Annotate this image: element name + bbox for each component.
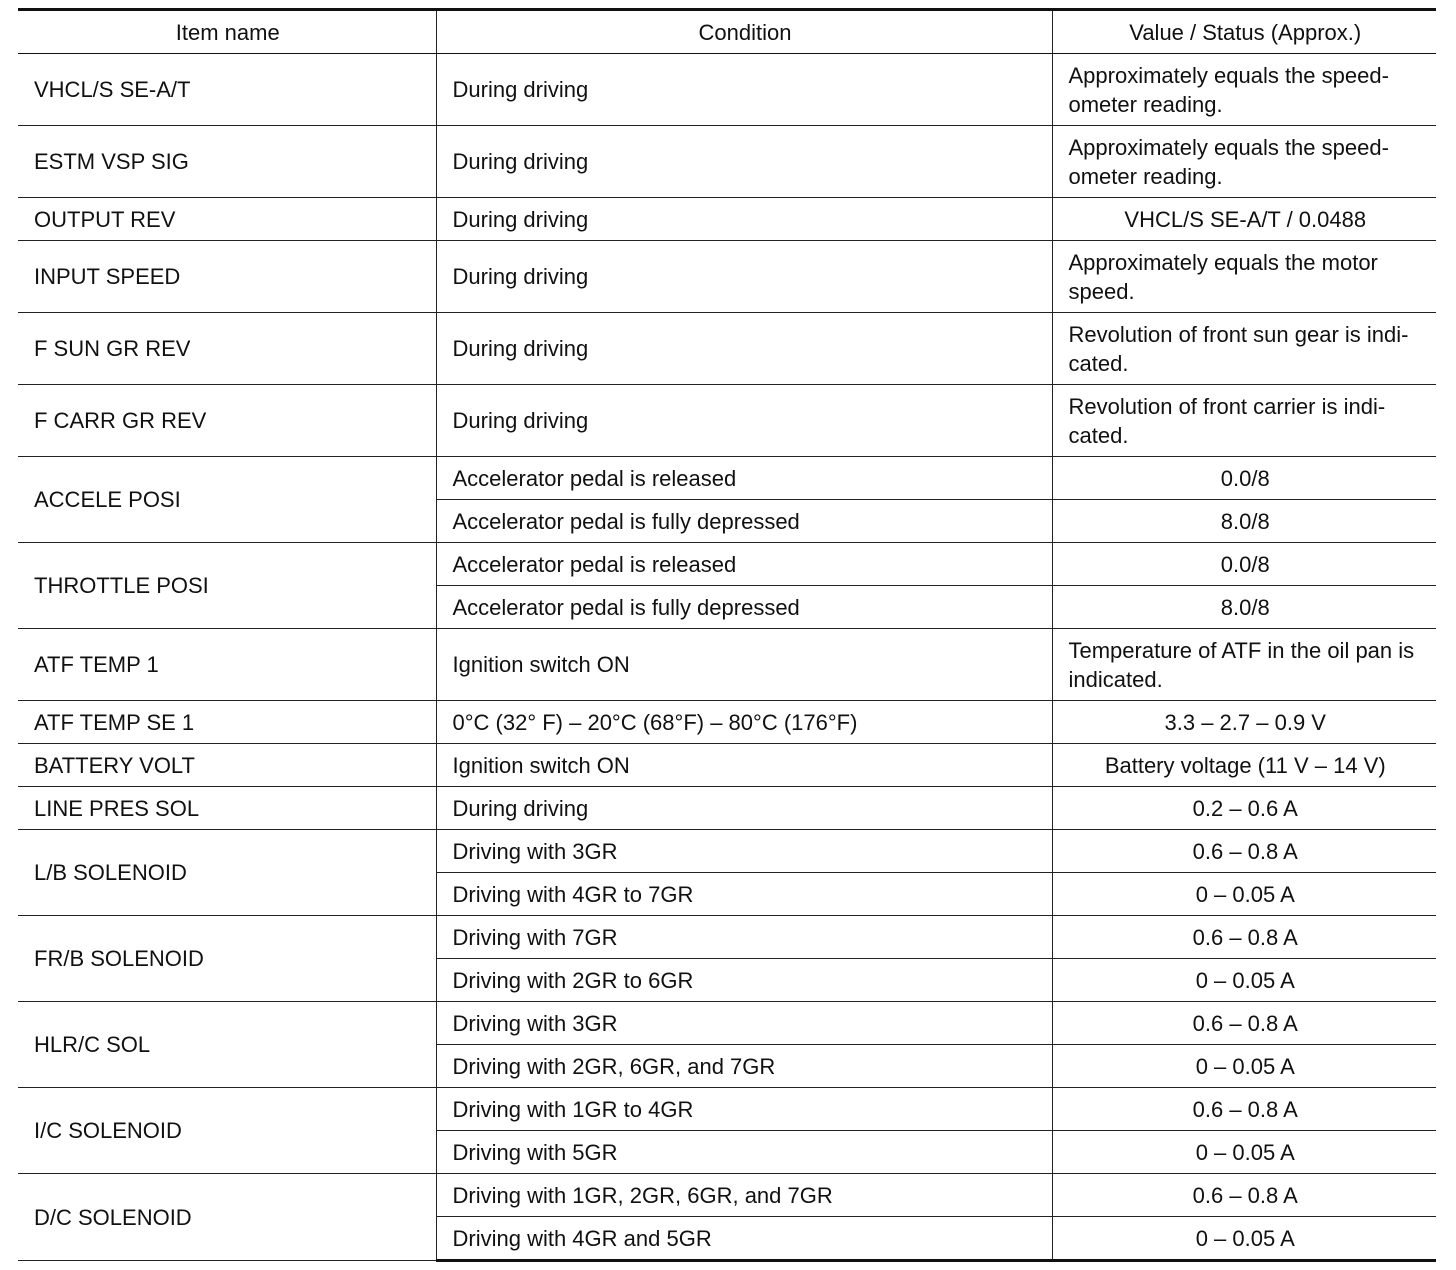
spec-table — [18, 8, 1436, 1262]
condition-cell: Driving with 1GR, 2GR, 6GR, and 7GR — [436, 1174, 1052, 1217]
header-value-status: Value / Status (Approx.) — [1052, 10, 1436, 54]
condition-cell: Driving with 7GR — [436, 916, 1052, 959]
value-cell: 8.0/8 — [1052, 500, 1436, 543]
table-row — [18, 457, 1436, 500]
value-cell: 0.6 – 0.8 A — [1052, 1002, 1436, 1045]
item-name-cell: F CARR GR REV — [18, 385, 436, 457]
value-cell: 0.6 – 0.8 A — [1052, 1174, 1436, 1217]
header-row — [18, 10, 1436, 54]
value-cell: VHCL/S SE-A/T / 0.0488 — [1052, 198, 1436, 241]
table-row — [18, 126, 1436, 198]
condition-cell: Driving with 2GR, 6GR, and 7GR — [436, 1045, 1052, 1088]
condition-cell: Ignition switch ON — [436, 629, 1052, 701]
value-cell: 0 – 0.05 A — [1052, 959, 1436, 1002]
condition-cell: 0°C (32° F) – 20°C (68°F) – 80°C (176°F) — [436, 701, 1052, 744]
header-item-name: Item name — [18, 10, 436, 54]
table-row — [18, 241, 1436, 313]
condition-cell: Driving with 5GR — [436, 1131, 1052, 1174]
table-row — [18, 313, 1436, 385]
table-row — [18, 701, 1436, 744]
condition-cell: During driving — [436, 385, 1052, 457]
table-row — [18, 385, 1436, 457]
value-cell: 0.6 – 0.8 A — [1052, 916, 1436, 959]
item-name-cell: FR/B SOLENOID — [18, 916, 436, 1002]
value-cell: 0.2 – 0.6 A — [1052, 787, 1436, 830]
condition-cell: Accelerator pedal is fully depressed — [436, 500, 1052, 543]
condition-cell: During driving — [436, 126, 1052, 198]
value-cell: 0.0/8 — [1052, 457, 1436, 500]
value-cell: Battery voltage (11 V – 14 V) — [1052, 744, 1436, 787]
condition-cell: Driving with 3GR — [436, 830, 1052, 873]
condition-cell: Accelerator pedal is released — [436, 457, 1052, 500]
value-cell: Revolution of front carrier is indi-cated. — [1052, 385, 1436, 457]
value-cell: 0 – 0.05 A — [1052, 1217, 1436, 1261]
item-name-cell: VHCL/S SE-A/T — [18, 54, 436, 126]
table-row — [18, 830, 1436, 873]
value-cell: 0 – 0.05 A — [1052, 1131, 1436, 1174]
value-cell: 8.0/8 — [1052, 586, 1436, 629]
item-name-cell: D/C SOLENOID — [18, 1174, 436, 1261]
item-name-cell: ESTM VSP SIG — [18, 126, 436, 198]
condition-cell: Accelerator pedal is released — [436, 543, 1052, 586]
value-cell: Approximately equals the speed-ometer reading. — [1052, 54, 1436, 126]
item-name-cell: HLR/C SOL — [18, 1002, 436, 1088]
condition-cell: During driving — [436, 54, 1052, 126]
item-name-cell: OUTPUT REV — [18, 198, 436, 241]
header-condition: Condition — [436, 10, 1052, 54]
condition-cell: Accelerator pedal is fully depressed — [436, 586, 1052, 629]
table-row — [18, 1002, 1436, 1045]
table-row — [18, 787, 1436, 830]
table-row — [18, 543, 1436, 586]
condition-cell: During driving — [436, 313, 1052, 385]
condition-cell: Driving with 4GR to 7GR — [436, 873, 1052, 916]
condition-cell: Driving with 4GR and 5GR — [436, 1217, 1052, 1261]
table-row — [18, 1174, 1436, 1217]
item-name-cell: I/C SOLENOID — [18, 1088, 436, 1174]
condition-cell: During driving — [436, 787, 1052, 830]
condition-cell: Ignition switch ON — [436, 744, 1052, 787]
item-name-cell: THROTTLE POSI — [18, 543, 436, 629]
value-cell: 0 – 0.05 A — [1052, 873, 1436, 916]
table-row — [18, 744, 1436, 787]
item-name-cell: ATF TEMP 1 — [18, 629, 436, 701]
value-cell: 0 – 0.05 A — [1052, 1045, 1436, 1088]
value-cell: 3.3 – 2.7 – 0.9 V — [1052, 701, 1436, 744]
item-name-cell: INPUT SPEED — [18, 241, 436, 313]
value-cell: Approximately equals the motor speed. — [1052, 241, 1436, 313]
condition-cell: Driving with 3GR — [436, 1002, 1052, 1045]
table-row — [18, 916, 1436, 959]
condition-cell: During driving — [436, 198, 1052, 241]
item-name-cell: ATF TEMP SE 1 — [18, 701, 436, 744]
condition-cell: Driving with 2GR to 6GR — [436, 959, 1052, 1002]
item-name-cell: LINE PRES SOL — [18, 787, 436, 830]
item-name-cell: ACCELE POSI — [18, 457, 436, 543]
table-row — [18, 1088, 1436, 1131]
value-cell: Revolution of front sun gear is indi-cated. — [1052, 313, 1436, 385]
value-cell: 0.0/8 — [1052, 543, 1436, 586]
condition-cell: Driving with 1GR to 4GR — [436, 1088, 1052, 1131]
condition-cell: During driving — [436, 241, 1052, 313]
value-cell: 0.6 – 0.8 A — [1052, 830, 1436, 873]
item-name-cell: F SUN GR REV — [18, 313, 436, 385]
value-cell: Temperature of ATF in the oil pan is indicated. — [1052, 629, 1436, 701]
table-row — [18, 198, 1436, 241]
table-row — [18, 629, 1436, 701]
value-cell: Approximately equals the speed-ometer reading. — [1052, 126, 1436, 198]
item-name-cell: L/B SOLENOID — [18, 830, 436, 916]
item-name-cell: BATTERY VOLT — [18, 744, 436, 787]
value-cell: 0.6 – 0.8 A — [1052, 1088, 1436, 1131]
table-row — [18, 54, 1436, 126]
